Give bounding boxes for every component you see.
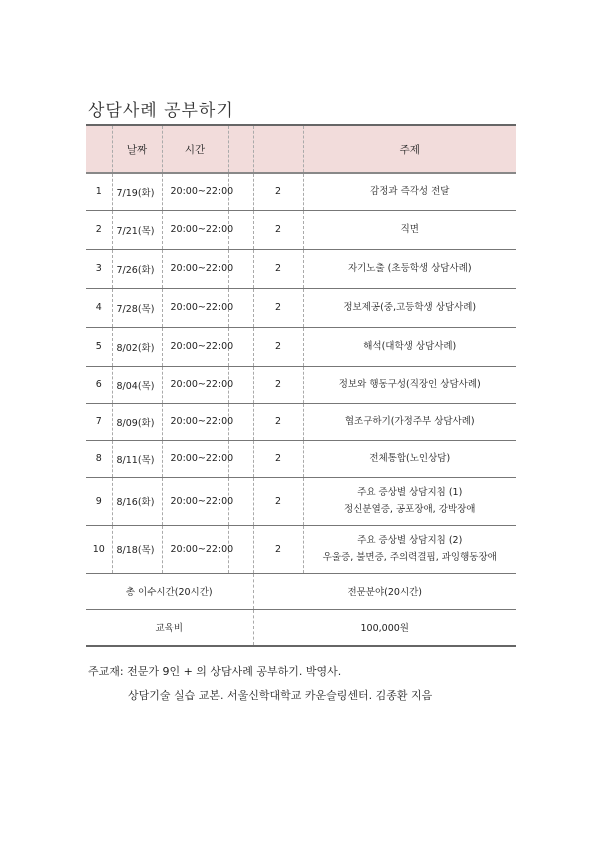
- row-date: 8/04(목): [112, 366, 162, 403]
- row-topic: [303, 249, 516, 288]
- row-num: 10: [86, 525, 112, 573]
- fee-value: 100,000원: [253, 609, 516, 646]
- row-date: 7/28(목): [112, 288, 162, 327]
- header-count: [253, 125, 303, 173]
- header-time: 시간: [162, 125, 228, 173]
- row-time: 20:00~22:00: [162, 210, 228, 249]
- table-row: [86, 477, 516, 525]
- row-date: 7/21(목): [112, 210, 162, 249]
- row-num: 2: [86, 210, 112, 249]
- row-topic: [303, 327, 516, 366]
- row-count: 2: [253, 173, 303, 210]
- row-topic-line: 주요 증상별 상담지침 (1): [357, 487, 463, 498]
- row-topic: [303, 366, 516, 403]
- row-time: 20:00~22:00: [162, 288, 228, 327]
- row-num: 7: [86, 403, 112, 440]
- row-time: 20:00~22:00: [162, 477, 228, 525]
- row-num: 4: [86, 288, 112, 327]
- row-num: 6: [86, 366, 112, 403]
- header-date: 날짜: [112, 125, 162, 173]
- row-topic: [303, 403, 516, 440]
- table-row: [86, 210, 516, 249]
- row-count: 2: [253, 327, 303, 366]
- row-date: 7/26(화): [112, 249, 162, 288]
- row-count: 2: [253, 366, 303, 403]
- row-topic-line: 전체통합(노인상담): [369, 453, 451, 464]
- table-row: [86, 525, 516, 573]
- row-count: 2: [253, 440, 303, 477]
- table-row: [86, 366, 516, 403]
- row-topic-line: 정보제공(중,고등학생 상담사례): [343, 302, 477, 313]
- row-date: 8/18(목): [112, 525, 162, 573]
- row-time: 20:00~22:00: [162, 525, 228, 573]
- row-topic: [303, 525, 516, 573]
- row-date: 8/11(목): [112, 440, 162, 477]
- row-count: 2: [253, 403, 303, 440]
- row-time: 20:00~22:00: [162, 249, 228, 288]
- row-topic: [303, 210, 516, 249]
- schedule-table: [86, 124, 516, 647]
- row-count: 2: [253, 288, 303, 327]
- notes: [88, 660, 432, 708]
- row-num: 9: [86, 477, 112, 525]
- header-topic: 주제: [303, 125, 516, 173]
- table-row: [86, 249, 516, 288]
- row-topic-line: 감정과 즉각성 전달: [370, 186, 450, 198]
- page-title: 상담사례 공부하기: [88, 101, 234, 121]
- row-count: 2: [253, 525, 303, 573]
- row-count: 2: [253, 477, 303, 525]
- row-num: 1: [86, 173, 112, 210]
- header-blank: [228, 125, 253, 173]
- row-topic-line: 자기노출 (초등학생 상담사례): [347, 263, 472, 274]
- fee-label: 교육비: [86, 609, 253, 646]
- fee-row: [86, 609, 516, 646]
- row-time: 20:00~22:00: [162, 440, 228, 477]
- row-topic: [303, 440, 516, 477]
- row-time: 20:00~22:00: [162, 327, 228, 366]
- row-num: 3: [86, 249, 112, 288]
- row-num: 5: [86, 327, 112, 366]
- table-header-row: [86, 125, 516, 173]
- row-date: 8/09(화): [112, 403, 162, 440]
- row-date: 8/16(화): [112, 477, 162, 525]
- row-topic-line: 직면: [400, 224, 419, 235]
- row-topic-line: 주요 증상별 상담지침 (2): [357, 535, 463, 546]
- table-row: [86, 327, 516, 366]
- row-topic-line: 해석(대학생 상담사례): [363, 341, 457, 352]
- total-label: 총 이수시간(20시간): [86, 573, 253, 609]
- row-topic-detail: 우울증, 불면증, 주의력결핍, 과잉행동장애: [322, 552, 497, 563]
- row-topic: [303, 288, 516, 327]
- row-count: 2: [253, 249, 303, 288]
- table-row: [86, 403, 516, 440]
- row-topic-line: 정보와 행동구성(직장인 상담사례): [338, 379, 481, 390]
- row-topic: [303, 173, 516, 210]
- row-date: 7/19(화): [112, 173, 162, 210]
- row-date: 8/02(화): [112, 327, 162, 366]
- row-time: 20:00~22:00: [162, 403, 228, 440]
- total-value: 전문분야(20시간): [253, 573, 516, 609]
- row-topic: [303, 477, 516, 525]
- row-time: 20:00~22:00: [162, 366, 228, 403]
- note-main-text: 주교재: 전문가 9인 + 의 상담사례 공부하기. 박영사.: [88, 665, 342, 678]
- table-row: [86, 440, 516, 477]
- header-num: [86, 125, 112, 173]
- row-count: 2: [253, 210, 303, 249]
- row-time: 20:00~22:00: [162, 173, 228, 210]
- row-topic-line: 협조구하기(가정주부 상담사례): [344, 416, 475, 427]
- table-row: [86, 288, 516, 327]
- note-second-text: 상담기술 실습 교본. 서울신학대학교 카운슬링센터. 김종환 지음: [128, 689, 433, 702]
- total-row: [86, 573, 516, 609]
- row-topic-detail: 정신분열증, 공포장애, 강박장애: [344, 504, 476, 515]
- row-num: 8: [86, 440, 112, 477]
- table-row: [86, 173, 516, 210]
